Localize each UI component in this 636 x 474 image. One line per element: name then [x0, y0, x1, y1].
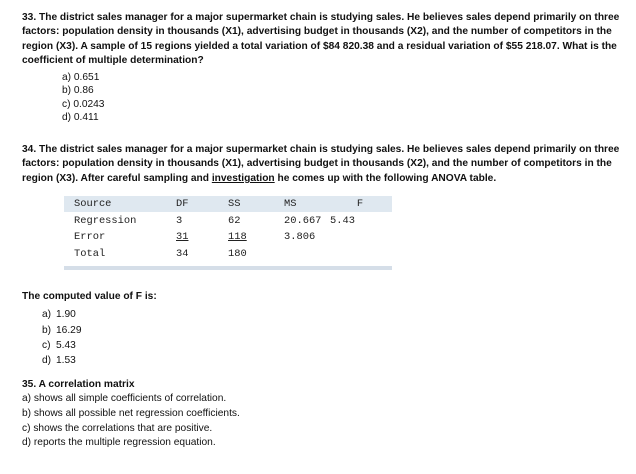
question-34-option-b[interactable]: [42, 323, 157, 338]
option-text: 1.53: [56, 355, 76, 367]
anova-cell-source: Error: [74, 231, 106, 244]
question-34-options: [42, 307, 157, 368]
question-34-stem-end: he comes up with the following ANOVA table.: [274, 172, 497, 184]
question-34-answers: [22, 290, 157, 368]
anova-cell-ss: 180: [228, 247, 247, 260]
question-34-option-d[interactable]: [42, 353, 157, 368]
question-35-option-d[interactable]: d) reports the multiple regression equation.: [22, 437, 216, 449]
question-35-options: [22, 392, 622, 450]
option-letter: a): [42, 309, 52, 321]
option-text: 16.29: [56, 324, 82, 336]
question-35-option-c[interactable]: c) shows the correlations that are positive.: [22, 422, 213, 434]
anova-header-source: Source: [74, 198, 112, 211]
question-34-option-c[interactable]: [42, 338, 157, 353]
anova-cell-ss: 62: [228, 214, 241, 227]
question-34-stem-text: 34. The district sales manager for a major supermarket chain is studying sales. He believes sales depend primarily on three factors: population density in thousands (X1), advertising budget in thousands (X2), and the number of competitors in the region (X3). After careful sampling and: [22, 144, 620, 184]
question-34-option-a[interactable]: [42, 307, 157, 322]
anova-row-error: [64, 229, 390, 246]
anova-header-f: F: [356, 198, 364, 211]
anova-cell-source: Total: [74, 247, 106, 260]
question-34: [22, 143, 622, 186]
question-33-option-c[interactable]: c) 0.0243: [62, 98, 105, 110]
option-letter: c): [42, 339, 51, 351]
option-text: 1.90: [56, 309, 76, 321]
anova-header-df: DF: [176, 198, 189, 211]
anova-cell-f: 5.43: [330, 214, 355, 227]
anova-cell-ms: 20.667: [284, 214, 322, 227]
option-text: 5.43: [56, 339, 76, 351]
anova-row-regression: [64, 213, 390, 230]
anova-cell-df: 3: [176, 214, 183, 227]
question-35-option-b[interactable]: b) shows all possible net regression coefficients.: [22, 408, 240, 419]
question-35-option-a[interactable]: a) shows all simple coefficients of correlation.: [22, 393, 227, 405]
question-33-options: [62, 71, 622, 125]
question-34-prompt: The computed value of F is:: [22, 291, 157, 302]
question-33-option-d[interactable]: d) 0.411: [62, 112, 99, 124]
anova-header-row: [64, 196, 390, 213]
anova-cell-ms: 3.806: [284, 231, 316, 244]
anova-header-ss: SS: [228, 198, 241, 211]
anova-cell-source: Regression: [74, 214, 137, 227]
question-35-stem: 35. A correlation matrix: [22, 379, 135, 390]
anova-cell-f: [330, 246, 390, 263]
anova-bottom-rule: [64, 266, 392, 270]
anova-cell-ss: 118: [228, 231, 247, 244]
anova-header-ms: MS: [284, 198, 297, 211]
option-letter: d): [42, 355, 52, 367]
anova-cell-df: 31: [176, 231, 189, 244]
question-34-stem-underlined: investigation: [211, 172, 275, 184]
question-33: [22, 11, 622, 125]
anova-cell-f: [330, 229, 390, 246]
question-34-stem: [22, 143, 622, 186]
question-33-stem: 33. The district sales manager for a major supermarket chain is studying sales. He believes sales depend primarily on three factors: population density in thousands (X1), advertising budget in thousands (X2), and the number of competitors in the region (X3). A sample of 15 regions yielded a total variation of $84 820.38 and a residual variation of $55 218.07. What is the coefficient of multiple determination?: [22, 12, 620, 67]
anova-cell-df: 34: [176, 247, 189, 260]
question-35: [22, 378, 622, 451]
anova-row-total: [64, 246, 390, 263]
option-letter: b): [42, 324, 52, 336]
question-33-option-a[interactable]: a) 0.651: [62, 71, 100, 83]
anova-cell-ms: [284, 246, 330, 263]
question-33-option-b[interactable]: b) 0.86: [62, 85, 94, 97]
anova-table-grid: [64, 196, 390, 262]
